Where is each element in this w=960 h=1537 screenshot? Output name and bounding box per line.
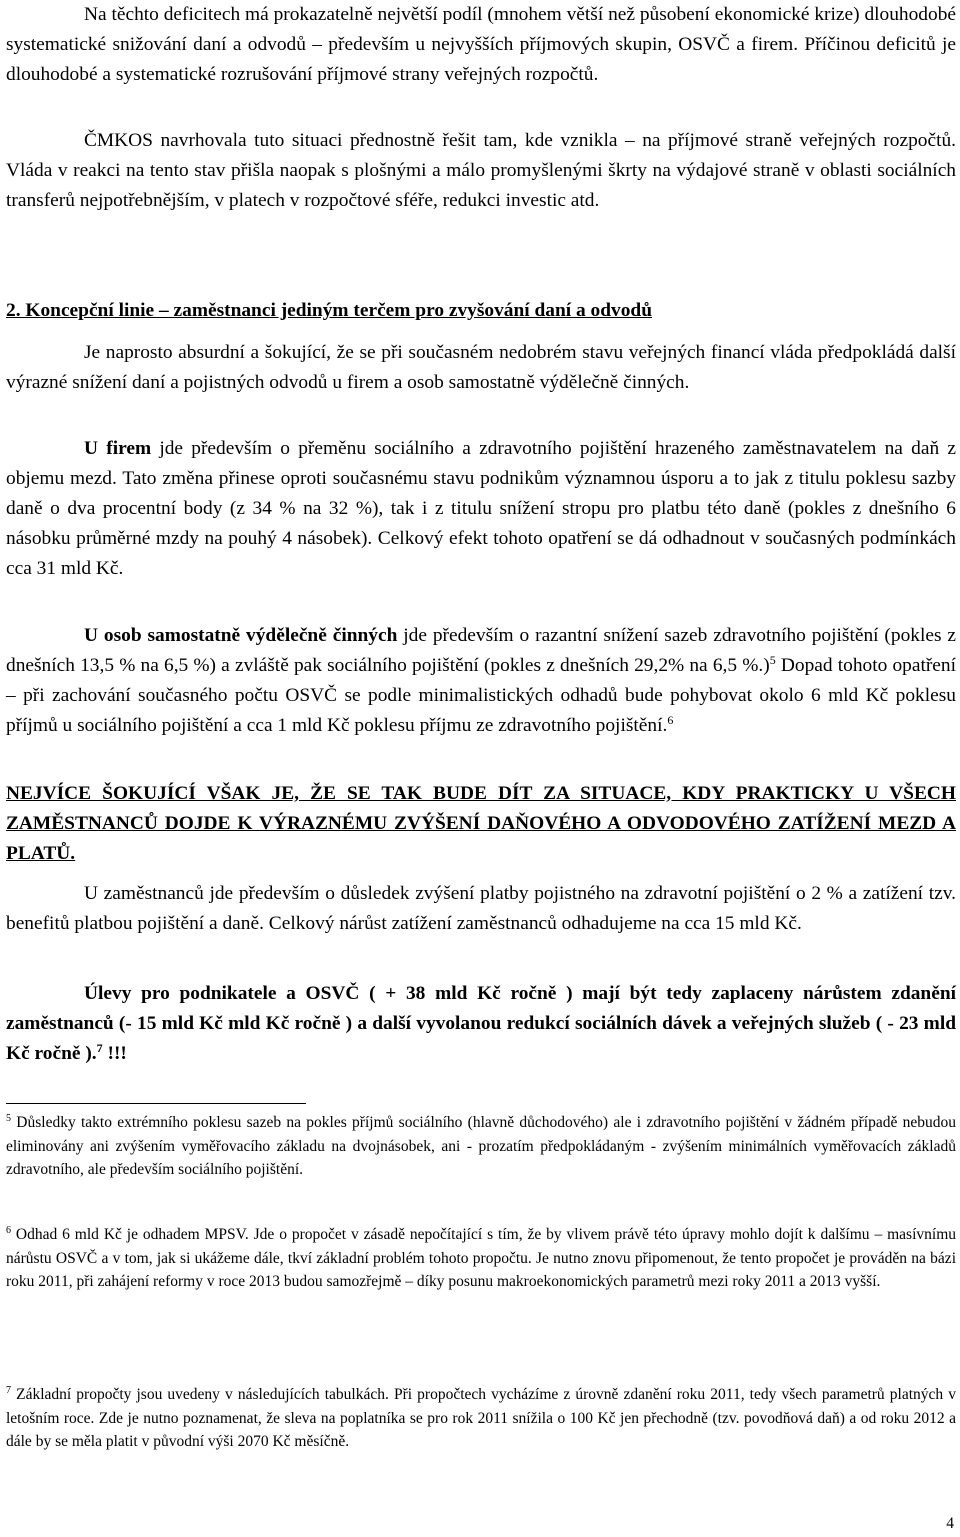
paragraph-osvc: U osob samostatně výdělečně činných jde především o razantní snížení sazeb zdravotního pojištění (pokles z dnešních 13,5 % na 6,5 %) a zvláště pak sociálního pojištění (pokles z dnešních 29,2% na 6,5 %.)$^5$ Dopad tohoto opatření – při zachování současného počtu OSVČ se podle minimalistických odhadů bude pohybovat okolo 6 mld Kč poklesu příjmů u sociálního pojištění a cca 1 mld Kč poklesu příjmu ze zdravotního pojištění.$^6$: [6, 625, 957, 736]
footnote-5: $^5$ Důsledky takto extrémního poklesu sazeb na pokles příjmů sociálního (hlavně důchodového) ale i zdravotního pojištění v žádném případě nebudou eliminovány ani zvýšením vyměřovacího základu na dvojnásobek, ani - prozatím předpokládaným - zvýšením minimálních vyměřovacích základů zdravotního, ale především sociálního pojištění.: [6, 1113, 956, 1178]
paragraph-absurd: Je naprosto absurdní a šokující, že se při současném nedobrém stavu veřejných financí vláda předpokládá další výrazné snížení daní a pojistných odvodů u firem a osob samostatně výdělečně činných.: [6, 342, 956, 393]
section-heading: 2. Koncepční linie – zaměstnanci jediným terčem pro zvyšování daní a odvodů: [6, 300, 652, 321]
page-number: 4: [946, 1515, 954, 1532]
paragraph-firms: U firem jde především o přeměnu sociálního a zdravotního pojištění hrazeného zaměstnavatelem na daň z objemu mezd. Tato změna přinese oproti současnému stavu podnikům významnou úsporu a to jak z titulu poklesu sazby daně o dva procentní body (z 34 % na 32 %), tak i z titulu snížení stropu pro platbu této daně (pokles z dnešního 6 násobku průměrné mzdy na pouhý 4 násobek). Celkový efekt tohoto opatření se dá odhadnout v současných podmínkách cca 31 mld Kč.: [6, 438, 956, 579]
footnote-separator: [6, 1103, 306, 1104]
footnote-6: $^6$ Odhad 6 mld Kč je odhadem MPSV. Jde o propočet v zásadě nepočítající s tím, že by vlivem právě této úpravy mohlo dojít k dalšímu – masívnímu nárůstu OSVČ a v tom, jak si ukážeme dále, tkví základní problém tohoto propočtu. Je nutno znovu připomenout, že tento propočet je prováděn na bázi roku 2011, při zahájení reformy v roce 2013 budou samozřejmě – díky posunu makroekonomických parametrů mezi roky 2011 a 2013 vyšší.: [6, 1225, 956, 1290]
paragraph-employees: U zaměstnanců jde především o důsledek zvýšení platby pojistného na zdravotní pojištění o 2 % a zatížení tzv. benefitů platbou pojištění a daně. Celkový nárůst zatížení zaměstnanců odhadujeme na cca 15 mld Kč.: [6, 883, 956, 934]
shocking-statement: NEJVÍCE ŠOKUJÍCÍ VŠAK JE, ŽE SE TAK BUDE DÍT ZA SITUACE, KDY PRAKTICKY U VŠECH ZAMĚSTNANCŮ DOJDE K VÝRAZNÉMU ZVÝŠENÍ DAŇOVÉHO A ODVODOVÉHO ZATÍŽENÍ MEZD A PLATŮ.: [6, 783, 956, 864]
paragraph-summary: Úlevy pro podnikatele a OSVČ ( + 38 mld Kč ročně ) mají být tedy zaplaceny nárůstem zdanění zaměstnanců (- 15 mld Kč mld Kč ročně ) a další vyvolanou redukcí sociálních dávek a veřejných služeb ( - 23 mld Kč ročně ).$^7$ !!!: [6, 983, 956, 1064]
paragraph-deficits: Na těchto deficitech má prokazatelně největší podíl (mnohem větší než působení ekonomické krize) dlouhodobé systematické snižování daní a odvodů – především u nejvyšších příjmových skupin, OSVČ a firem. Příčinou deficitů je dlouhodobé a systematické rozrušování příjmové strany veřejných rozpočtů.: [6, 4, 956, 85]
paragraph-cmkos: ČMKOS navrhovala tuto situaci přednostně řešit tam, kde vznikla – na příjmové straně veřejných rozpočtů. Vláda v reakci na tento stav přišla naopak s plošnými a málo promyšlenými škrty na výdajové straně v oblasti sociálních transferů nejpotřebnějším, v platech v rozpočtové sféře, redukci investic atd.: [6, 130, 956, 211]
footnote-7: $^7$ Základní propočty jsou uvedeny v následujících tabulkách. Při propočtech vycházíme z úrovně zdanění roku 2011, tedy všech parametrů platných v letošním roce. Zde je nutno poznamenat, že sleva na poplatníka se pro rok 2011 snížila o 100 Kč jen přechodně (tzv. povodňová daň) a od roku 2012 a dále by se měla platit v původní výši 2070 Kč měsíčně.: [6, 1385, 956, 1450]
